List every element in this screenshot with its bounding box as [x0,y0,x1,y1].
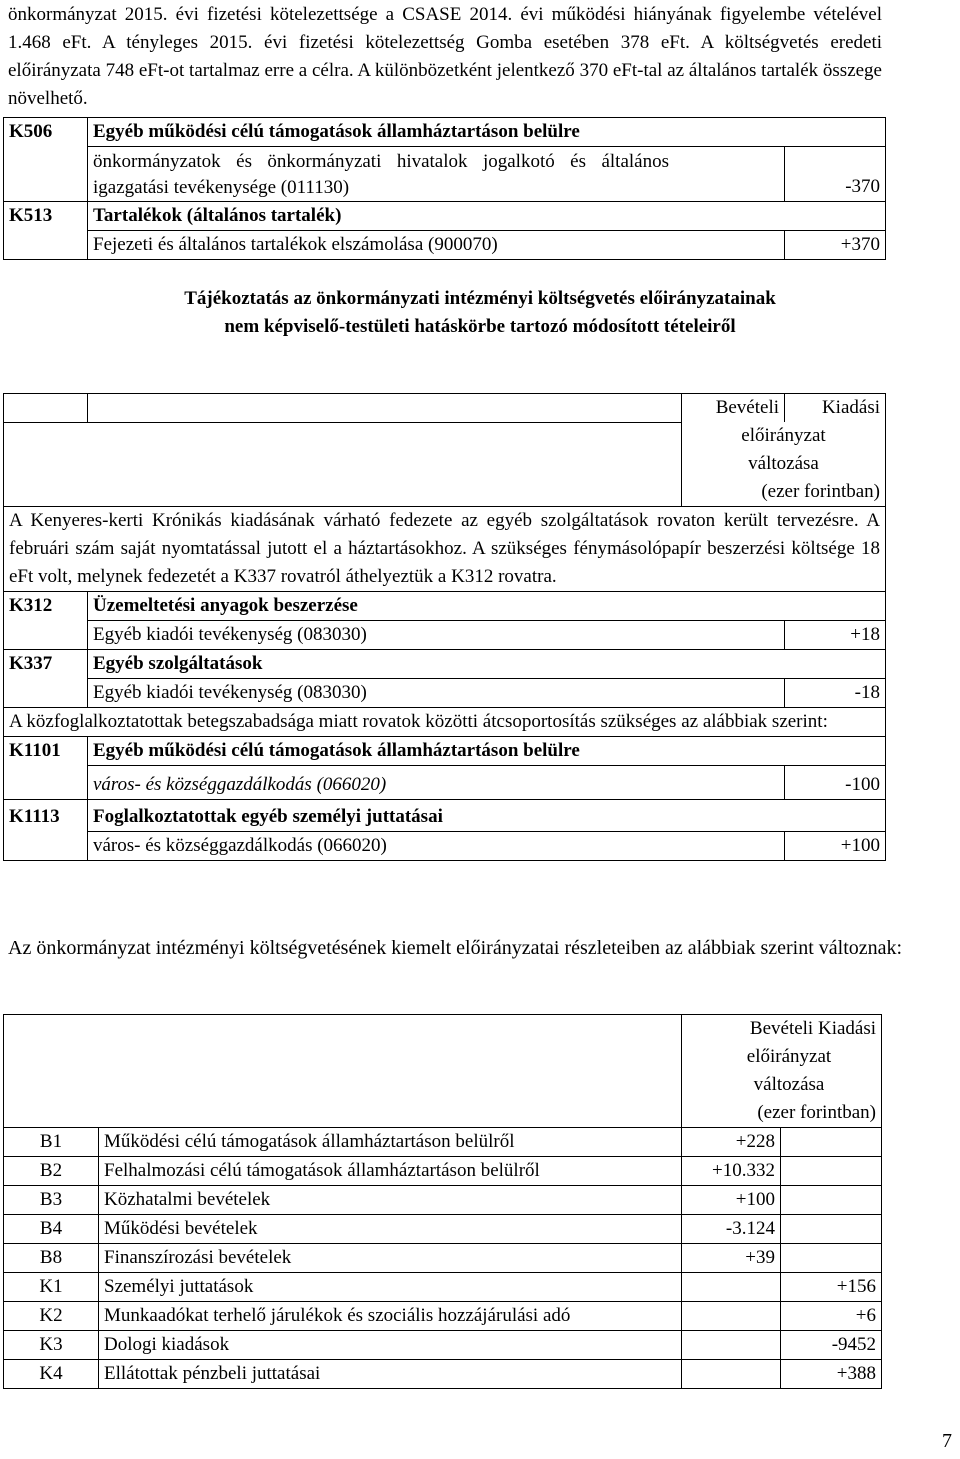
empty-cell [88,394,682,423]
row-desc: Egyéb kiadói tevékenység (083030) [88,621,785,650]
row-bevételi: +100 [682,1186,781,1215]
row-label: Működési célú támogatások államháztartáson belülről [99,1128,682,1157]
header-kiadási: Kiadási [817,1018,877,1039]
table-row [4,832,886,861]
row-label: Dologi kiadások [99,1331,682,1360]
table-row [4,507,886,592]
empty-cell [4,832,88,861]
row-bevételi [682,1302,781,1331]
table-row [4,766,886,800]
table-row [4,1360,882,1389]
table-modifications [3,393,886,861]
header-bevételi: Bevételi [682,394,785,423]
table-row [4,231,886,260]
row-title: Egyéb működési célú támogatások államháztartáson belülre [88,118,886,147]
table-row [4,1128,882,1157]
empty-cell [4,1015,682,1128]
row-label: Finanszírozási bevételek [99,1244,682,1273]
row-code: K3 [4,1331,99,1360]
header-sub-line: (ezer forintban) [757,1102,877,1123]
row-amount: -370 [785,147,886,202]
row-code: K1101 [4,737,88,766]
row-amount: +18 [785,621,886,650]
row-bevételi [682,1360,781,1389]
row-code: B1 [4,1128,99,1157]
table-kiemelt-eloiranyzatok [3,1014,882,1389]
table-row [4,621,886,650]
header-sub-line: változása [748,453,819,474]
row-kiadási [781,1215,882,1244]
row-code: B4 [4,1215,99,1244]
row-code: K1 [4,1273,99,1302]
row-desc: város- és községgazdálkodás (066020) [88,766,785,800]
table-row [4,1302,882,1331]
table-header-row [4,1015,882,1128]
row-bevételi: +39 [682,1244,781,1273]
row-kiadási: +6 [781,1302,882,1331]
table-row [4,737,886,766]
empty-cell [4,422,682,507]
row-desc: önkormányzatok és önkormányzati hivatalok jogalkotó és általános igazgatási tevékenysége (011130) [88,147,785,202]
table-k506-k513 [3,117,886,260]
table-header-row [4,422,886,507]
empty-cell [4,147,88,202]
row-desc: Fejezeti és általános tartalékok elszámolása (900070) [88,231,785,260]
row-amount: -18 [785,679,886,708]
header-sub-line: változása [753,1074,825,1095]
header-sub-line: előirányzat [741,425,826,446]
row-kiadási: -9452 [781,1331,882,1360]
table-row [4,592,886,621]
row-bevételi: -3.124 [682,1215,781,1244]
table-row [4,1186,882,1215]
header-unit [682,1015,882,1128]
row-code: K2 [4,1302,99,1331]
row-label: Személyi juttatások [99,1273,682,1302]
row-title: Egyéb működési célú támogatások államháztartáson belülre [88,737,886,766]
table-row [4,202,886,231]
row-title: Egyéb szolgáltatások [88,650,886,679]
empty-cell [4,679,88,708]
row-code: B8 [4,1244,99,1273]
paragraph-cell: A Kenyeres-kerti Krónikás kiadásának várható fedezete az egyéb szolgáltatások rovaton került tervezésre. A februári szám saját nyomtatással jutott el a háztartásokhoz. A szükséges fénymásolópapír beszerzési költsége 18 eFt volt, melynek fedezetét a K337 rovatról áthelyeztük a K312 rovatra. [4,507,886,592]
row-kiadási [781,1186,882,1215]
row-label: Közhatalmi bevételek [99,1186,682,1215]
empty-cell [4,231,88,260]
row-title: Tartalékok (általános tartalék) [88,202,886,231]
empty-cell [4,766,88,800]
header-sub-line: előirányzat [746,1046,832,1067]
row-amount: +370 [785,231,886,260]
header-bevételi: Bevételi [749,1018,814,1039]
row-code: B2 [4,1157,99,1186]
intro-paragraph: önkormányzat 2015. évi fizetési kötelezettsége a CSASE 2014. évi működési hiányának figyelembe vételével 1.468 eFt. A tényleges 2015. évi fizetési kötelezettség Gomba esetében 378 eFt. A költségvetés eredeti előirányzata 748 eFt-ot tartalmaz erre a célra. A különbözetként jelentkező 370 eFt-tal az általános tartalék összege növelhető. [8,4,882,109]
row-label: Munkaadókat terhelő járulékok és szociális hozzájárulási adó [99,1302,682,1331]
section-heading [0,285,960,341]
row-amount: -100 [785,766,886,800]
table-row [4,118,886,147]
table-row [4,1157,882,1186]
table-row [4,1331,882,1360]
table-header-row [4,394,886,423]
header-line [682,1015,876,1043]
table-row [4,1273,882,1302]
row-title: Üzemeltetési anyagok beszerzése [88,592,886,621]
row-desc: Egyéb kiadói tevékenység (083030) [88,679,785,708]
section-heading-line1: Tájékoztatás az önkormányzati intézményi költségvetés előirányzatainak [184,288,776,309]
table-row [4,650,886,679]
row-bevételi: +10.332 [682,1157,781,1186]
header-kiadási: Kiadási [785,394,886,423]
row-bevételi [682,1273,781,1302]
row-kiadási [781,1157,882,1186]
row-kiadási [781,1244,882,1273]
table-row [4,708,886,737]
row-label: Ellátottak pénzbeli juttatásai [99,1360,682,1389]
row-desc: város- és községgazdálkodás (066020) [88,832,785,861]
row-amount: +100 [785,832,886,861]
row-bevételi: +228 [682,1128,781,1157]
row-kiadási: +156 [781,1273,882,1302]
row-kiadási [781,1128,882,1157]
row-code: B3 [4,1186,99,1215]
page-number: 7 [942,1430,952,1452]
row-code: K4 [4,1360,99,1389]
table-row [4,1244,882,1273]
row-code: K337 [4,650,88,679]
empty-cell [4,394,88,423]
table-row [4,679,886,708]
row-code: K1113 [4,800,88,832]
section-heading-line2: nem képviselő-testületi hatáskörbe tartozó módosított tételeiről [224,316,736,337]
row-kiadási: +388 [781,1360,882,1389]
row-label: Felhalmozási célú támogatások államháztartáson belülről [99,1157,682,1186]
table-row [4,800,886,832]
header-unit [682,422,886,507]
empty-cell [4,621,88,650]
row-bevételi [682,1331,781,1360]
table-row [4,147,886,202]
row-title: Foglalkoztatottak egyéb személyi juttatásai [88,800,886,832]
row-code: K312 [4,592,88,621]
table-row [4,1215,882,1244]
row-label: Működési bevételek [99,1215,682,1244]
paragraph-cell: A közfoglalkoztatottak betegszabadsága miatt rovatok közötti átcsoportosítás szükséges az alábbiak szerint: [4,708,886,737]
row-code: K513 [4,202,88,231]
paragraph-kiemelt: Az önkormányzat intézményi költségvetésének kiemelt előirányzatai részleteiben az alábbiak szerint változnak: [8,937,903,959]
row-code: K506 [4,118,88,147]
header-sub-line: (ezer forintban) [761,481,880,502]
